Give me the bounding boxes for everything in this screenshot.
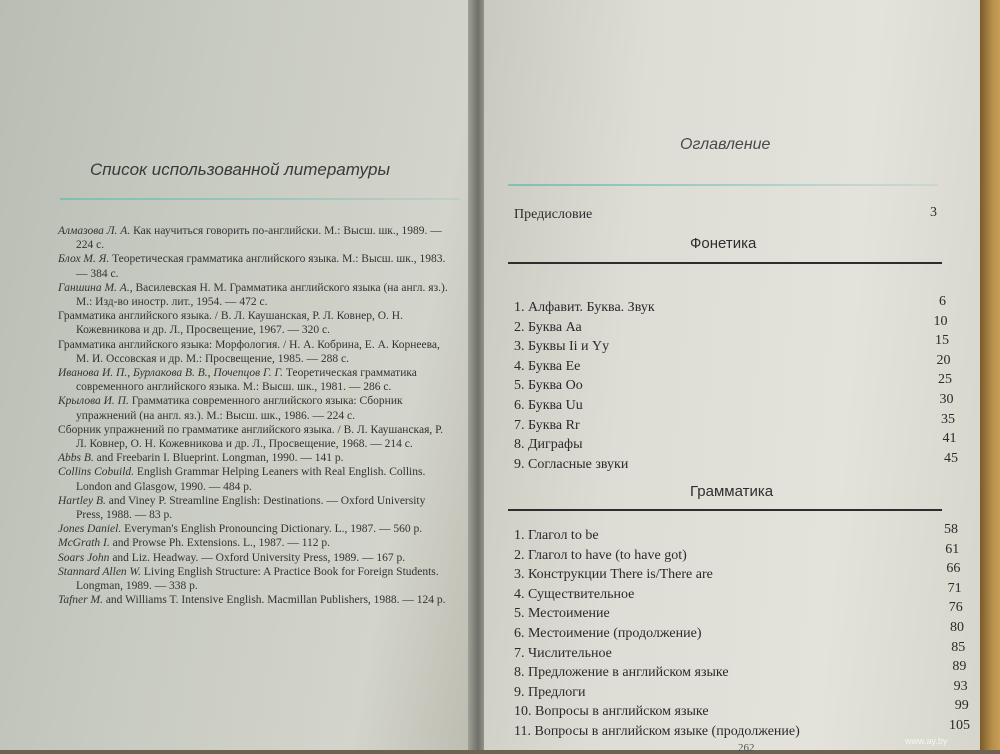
toc-page-number: 93 [953, 678, 968, 694]
toc-entry: 3. Конструкции There is/There are [514, 567, 713, 583]
reference-author: Иванова И. П., Бурлакова В. В., Почепцов Г. Г. [58, 367, 283, 380]
toc-entry: 2. Глагол to have (to have got) [514, 547, 687, 563]
reference-author: Блох М. Я. [58, 253, 110, 266]
toc-entry: 6. Местоимение (продолжение) [514, 626, 702, 641]
reference-text: Living English Structure: A Practice Book for Foreign Students. Longman, 1989. — 338 p. [76, 565, 439, 593]
toc-page-number: 58 [944, 522, 958, 537]
toc-entry: 11. Вопросы в английском языке (продолжение) [514, 724, 800, 739]
toc-entry: 10. Вопросы в английском языке [514, 704, 709, 720]
toc-page-number: 61 [945, 541, 960, 557]
reference-text: Как научиться говорить по-английски. М.: Высш. шк., 1989. — 224 с. [76, 225, 442, 252]
toc-entry: 7. Числительное [514, 645, 612, 661]
phonetics-heading: Фонетика [690, 235, 757, 252]
toc-page-number: 10 [933, 313, 948, 329]
toc-entry: 5. Буква Oo [514, 378, 583, 394]
reference-author: Ганшина М. А., [58, 281, 133, 294]
reference-author: Jones Daniel. [58, 523, 122, 536]
grammar-heading: Грамматика [690, 483, 774, 500]
reference-text: and Williams T. Intensive English. Macmillan Publishers, 1988. — 124 p. [102, 594, 446, 607]
toc-page-number: 30 [939, 392, 954, 407]
reference-text: Теоретическая грамматика английского языка. М.: Высш. шк., 1983. — 384 с. [76, 253, 446, 280]
contents-title: Оглавление [680, 136, 771, 153]
contents-divider [508, 184, 938, 186]
toc-entry: 7. Буква Rr [514, 417, 580, 433]
reference-author: Abbs B. [58, 452, 94, 465]
references-title: Список использованной литературы [90, 160, 390, 179]
toc-entry: 4. Буква Ee [514, 358, 581, 374]
toc-entry: 4. Существительное [514, 586, 635, 602]
reference-author: Tafner M. [58, 594, 103, 607]
reference-text: Василевская Н. М. Грамматика английского языка (на англ. яз.). М.: Изд-во иностр. лит., 1954. — 472 с. [76, 281, 448, 309]
reference-text: Сборник упражнений по грамматике английского языка. / В. Л. Каушанская, Р. Л. Ковнер, О. Н. Кожевникова и др. Л., Просвещение, 1968. — 214 с. [58, 423, 443, 451]
toc-entry: 1. Алфавит. Буква. Звук [514, 300, 655, 315]
grammar-divider [508, 509, 942, 511]
toc-page-number: 6 [939, 294, 946, 309]
reference-author: Stannard Allen W. [58, 565, 141, 578]
reference-text: and Viney P. Streamline English: Destinations. — Oxford University Press, 1988. — 83 p. [76, 494, 426, 522]
toc-entry: 9. Согласные звуки [514, 456, 629, 472]
toc-entry: 9. Предлоги [514, 684, 586, 700]
reference-author: Крылова И. П. [58, 395, 129, 408]
toc-page-number: 99 [954, 698, 969, 714]
reference-text: Теоретическая грамматика современного английского языка. М.: Высш. шк., 1981. — 286 с. [76, 367, 417, 394]
reference-text: Грамматика английского языка. / В. Л. Каушанская, Р. Л. Ковнер, О. Н. Кожевникова и др. Л., Просвещение, 1967. — 320 с. [58, 310, 403, 337]
toc-page-number: 15 [935, 333, 949, 349]
reference-text: Everyman's English Pronouncing Dictionary. L., 1987. — 560 p. [121, 523, 423, 536]
toc-page-number: 35 [941, 411, 955, 427]
reference-text: Грамматика английского языка: Морфология. / Н. А. Кобрина, Е. А. Корнеева, М. И. Оссовская и др. М.: Просвещение, 1985. — 288 с. [58, 338, 440, 365]
page-number: 262 [738, 742, 755, 754]
preface-label: Предисловие [514, 207, 593, 222]
reference-author: Алмазова Л. А. [58, 225, 131, 237]
reference-text: Грамматика современного английского языка: Сборник упражнений (на англ. яз.). М.: Высш. шк., 1986. — 224 с. [76, 395, 403, 422]
reference-text: and Freebarin I. Blueprint. Longman, 1990. — 141 p. [93, 452, 344, 465]
toc-page-number: 25 [938, 372, 952, 388]
toc-entry: 1. Глагол to be [514, 528, 599, 543]
toc-entry: 3. Буквы Ii и Yy [514, 339, 610, 355]
reference-text: and Liz. Headway. — Oxford University Press, 1989. — 167 p. [109, 551, 406, 564]
toc-page-number: 105 [949, 718, 970, 733]
reference-author: Collins Cobuild. [58, 466, 135, 479]
toc-page-number: 41 [942, 431, 957, 447]
toc-page-number: 89 [952, 659, 967, 675]
watermark: www.ay.by [905, 736, 948, 746]
preface-page: 3 [930, 205, 937, 220]
table-edge [980, 0, 1000, 750]
reference-text: and Prowse Ph. Extensions. L., 1987. — 112 p. [109, 537, 331, 550]
reference-text: English Grammar Helping Leaners with Real English. Collins. London and Glasgow, 1990. — 484 p. [76, 466, 426, 493]
toc-page-number: 76 [948, 600, 963, 616]
toc-entry: 5. Местоимение [514, 606, 610, 622]
reference-author: Soars John [58, 551, 110, 564]
phonetics-divider [508, 262, 942, 264]
toc-entry: 8. Предложение в английском языке [514, 665, 729, 681]
toc-entry: 8. Диграфы [514, 437, 583, 453]
toc-entry: 2. Буква Аа [514, 319, 582, 335]
reference-author: Hartley B. [58, 494, 106, 507]
toc-page-number: 85 [951, 639, 966, 655]
toc-page-number: 20 [936, 352, 951, 368]
toc-page-number: 80 [950, 620, 964, 635]
toc-page-number: 66 [946, 561, 961, 577]
toc-entry: 6. Буква Uu [514, 398, 583, 413]
reference-author: McGrath I. [58, 537, 110, 550]
toc-page-number: 71 [947, 580, 962, 596]
toc-page-number: 45 [944, 450, 958, 466]
